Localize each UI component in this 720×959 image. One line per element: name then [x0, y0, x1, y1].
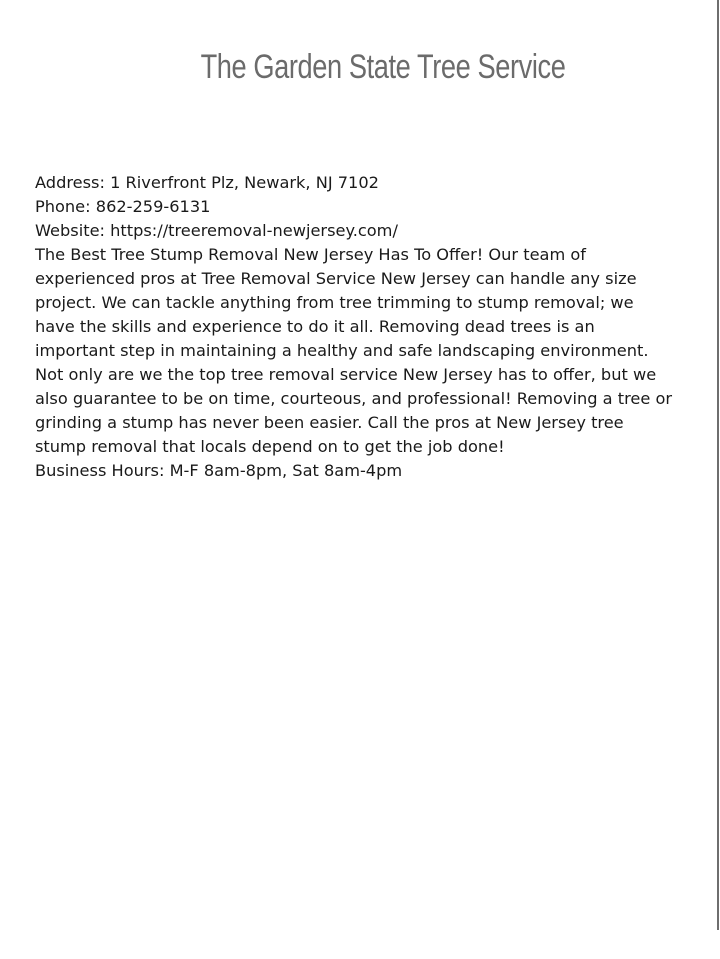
- description-line: have the skills and experience to do it all. Removing dead trees is an: [35, 317, 595, 336]
- address-label: Address:: [35, 173, 105, 192]
- description-line: stump removal that locals depend on to get the job done!: [35, 437, 505, 456]
- phone-label: Phone:: [35, 197, 91, 216]
- website-label: Website:: [35, 221, 105, 240]
- website-line: [35, 219, 675, 243]
- page-title: The Garden State Tree Service: [200, 48, 566, 86]
- page-edge-divider: [717, 0, 719, 930]
- description-line: project. We can tackle anything from tree trimming to stump removal; we: [35, 293, 634, 312]
- description-line: Not only are we the top tree removal service New Jersey has to offer, but we: [35, 365, 657, 384]
- phone-line: [35, 195, 675, 219]
- description-line: The Best Tree Stump Removal New Jersey Has To Offer! Our team of: [35, 245, 586, 264]
- address-line: [35, 171, 675, 195]
- description-line: important step in maintaining a healthy and safe landscaping environment.: [35, 341, 649, 360]
- business-info: [35, 171, 675, 483]
- hours-line: [35, 459, 675, 483]
- description-line: experienced pros at Tree Removal Service New Jersey can handle any size: [35, 269, 637, 288]
- description-line: also guarantee to be on time, courteous, and professional! Removing a tree or: [35, 389, 673, 408]
- description-line: grinding a stump has never been easier. Call the pros at New Jersey tree: [35, 413, 624, 432]
- hours-value: M-F 8am-8pm, Sat 8am-4pm: [169, 461, 403, 480]
- address-value: 1 Riverfront Plz, Newark, NJ 7102: [110, 173, 379, 192]
- hours-label: Business Hours:: [35, 461, 165, 480]
- website-link[interactable]: https://treeremoval-newjersey.com/: [110, 221, 398, 240]
- phone-value: 862-259-6131: [95, 197, 211, 216]
